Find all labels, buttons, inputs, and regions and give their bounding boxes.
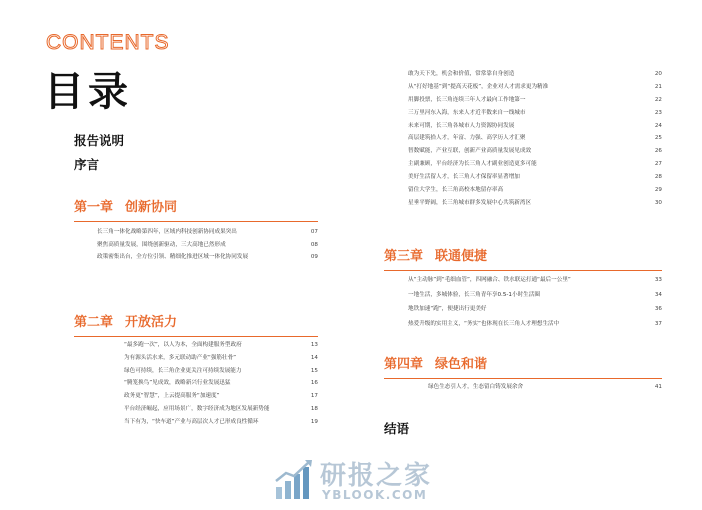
chapter-3-divider xyxy=(384,270,662,271)
chapter-3-list xyxy=(408,275,662,333)
watermark-chart-logo-icon xyxy=(274,457,314,501)
chapter-2-continued-toc-entry[interactable] xyxy=(408,82,662,95)
chapter-3-toc-entry[interactable] xyxy=(408,275,662,290)
chapter-2-continued-toc-entry[interactable] xyxy=(408,108,662,121)
toc-entry-title: “最多跑一次”，以人为本，全面构建服务型政府 xyxy=(124,342,242,348)
chapter-4-list xyxy=(428,382,662,395)
toc-entry-page-number: 28 xyxy=(654,174,662,181)
toc-entry-title: 政务更“智慧”，上云提高服务“加速度” xyxy=(124,393,220,400)
toc-entry-page-number: 13 xyxy=(310,342,318,348)
toc-entry-page-number: 26 xyxy=(654,148,662,155)
toc-entry-page-number: 29 xyxy=(654,187,662,194)
chapter-4-name: 绿色和谐 xyxy=(435,357,488,372)
toc-entry-title: 热爱升级的实用主义，“务实”也体现在长三角人才理想生活中 xyxy=(408,320,560,327)
chapter-2-list xyxy=(124,340,318,430)
toc-entry-title: 从“主动脉”到“毛细血管”，四网融合、铁水联运打通“最后一公里” xyxy=(408,277,571,283)
chapter-2-divider xyxy=(74,336,318,337)
toc-entry-page-number: 34 xyxy=(654,291,662,298)
page-title: 目录 xyxy=(44,69,132,115)
toc-entry-title: 敢为天下先，机会和价值，常常靠自身创造 xyxy=(408,71,515,77)
toc-entry-title: 聚焦高质量发展，围绕创新驱动，三大高地已然形成 xyxy=(97,241,226,248)
toc-entry-page-number: 33 xyxy=(654,277,662,283)
contents-label: CONTENTS xyxy=(46,31,170,54)
chapter-2-toc-entry[interactable] xyxy=(124,366,318,379)
toc-entry-page-number: 15 xyxy=(310,367,318,374)
toc-entry-page-number: 14 xyxy=(310,354,318,361)
chapter-2-toc-entry[interactable] xyxy=(124,391,318,404)
chapter-2-continued-toc-entry[interactable] xyxy=(408,69,662,82)
chapter-2-continued-toc-entry[interactable] xyxy=(408,198,662,211)
chapter-1-name: 创新协同 xyxy=(125,200,178,215)
chapter-3-name: 联通便捷 xyxy=(435,249,488,264)
toc-entry-page-number: 22 xyxy=(654,96,662,103)
chapter-2-name: 开放活力 xyxy=(125,315,178,330)
chapter-3-number: 第三章 xyxy=(384,249,424,264)
toc-entry-page-number: 16 xyxy=(310,380,318,387)
toc-entry-page-number: 20 xyxy=(654,71,662,77)
toc-entry-title: “腾笼换鸟”见成效，战略新兴行业发展迅猛 xyxy=(124,380,231,387)
toc-entry-title: 美好生活留人才，长三角人才保留率显著增加 xyxy=(408,174,520,181)
toc-entry-page-number: 09 xyxy=(310,254,318,260)
toc-entry-title: 高层建筑拾人才，年富、力强、高学历人才汇聚 xyxy=(408,135,526,142)
chapter-2-number: 第二章 xyxy=(74,315,114,330)
toc-entry-title: 平台经济崛起，应用场景广，数字经济成为地区发展新势能 xyxy=(124,405,270,412)
chapter-3-toc-entry[interactable] xyxy=(408,290,662,305)
toc-entry-page-number: 36 xyxy=(654,306,662,312)
chapter-2-continued-toc-entry[interactable] xyxy=(408,172,662,185)
toc-entry-title: 长三角一体化战略第四年，区域内科技创新协同成果突出 xyxy=(97,229,237,235)
toc-entry-page-number: 25 xyxy=(654,135,662,142)
chapter-1-heading xyxy=(74,196,318,222)
chapter-2-toc-entry[interactable] xyxy=(124,340,318,353)
watermark xyxy=(274,455,464,503)
toc-entry-title: 三万里河东入海，东来人才近半数来自一线城市 xyxy=(408,109,526,116)
toc-entry-title: 星垂平野阔，长三角城市群多发展中心共筑新湾区 xyxy=(408,199,532,206)
toc-entry-page-number: 23 xyxy=(654,109,662,116)
toc-entry-page-number: 18 xyxy=(310,405,318,412)
chapter-1-toc-entry[interactable] xyxy=(97,252,318,265)
toc-entry-page-number: 27 xyxy=(654,161,662,168)
toc-entry-page-number: 08 xyxy=(310,241,318,248)
toc-entry-title: 未来可期，长三角各城市人力资源协同发展 xyxy=(408,122,515,129)
chapter-2-continued-toc-entry[interactable] xyxy=(408,146,662,159)
toc-entry-title: 绿色可持续，长三角企业更关注可持续发展能力 xyxy=(124,367,242,374)
toc-entry-page-number: 30 xyxy=(654,199,662,206)
toc-entry-title: 留住大学生，长三角高校本地留存率高 xyxy=(408,187,504,194)
toc-entry-title: 地铁加速“跑”，便捷出行更美好 xyxy=(408,306,487,312)
chapter-2-continued-toc-entry[interactable] xyxy=(408,95,662,108)
chapter-2-continued-toc-entry[interactable] xyxy=(408,133,662,146)
toc-entry-title: 为有源头活水来，多元联动助产业“强筋壮骨” xyxy=(124,354,237,361)
watermark-url: YBLOOK.COM xyxy=(322,488,428,502)
chapter-3-toc-entry[interactable] xyxy=(408,304,662,319)
toc-entry-page-number: 21 xyxy=(654,83,662,90)
toc-entry-title: 用脚投票，长三角连续三年人才最向工作地第一 xyxy=(408,96,526,103)
toc-entry-title: 政策密集出台，全方位引领、精细化推进区域一体化协同发展 xyxy=(97,254,249,260)
chapter-3-heading xyxy=(384,245,662,271)
toc-entry-page-number: 37 xyxy=(654,320,662,327)
chapter-1-divider xyxy=(74,221,318,222)
chapter-4-heading xyxy=(384,353,662,379)
conclusion-heading: 结语 xyxy=(384,421,410,436)
chapter-1-number: 第一章 xyxy=(74,200,114,215)
chapter-2-continued-toc-entry[interactable] xyxy=(408,121,662,134)
chapter-2-toc-entry[interactable] xyxy=(124,353,318,366)
toc-entry-title: 智数赋能，产业互联，创新产业高质量发展见成效 xyxy=(408,148,532,155)
toc-entry-page-number: 07 xyxy=(310,229,318,235)
toc-entry-title: 一地生活，多城体验，长三角青年享0.5-1小时生活圈 xyxy=(408,291,540,298)
chapter-2-toc-entry[interactable] xyxy=(124,404,318,417)
chapter-2-continued-toc-entry[interactable] xyxy=(408,159,662,172)
chapter-2-continued-toc-entry[interactable] xyxy=(408,185,662,198)
toc-entry-title: 绿色生态引人才，生态留白铸发展余舍 xyxy=(428,384,524,390)
chapter-1-toc-entry[interactable] xyxy=(97,227,318,240)
chapter-3-toc-entry[interactable] xyxy=(408,319,662,334)
toc-entry-page-number: 19 xyxy=(310,418,318,425)
preface-heading: 序言 xyxy=(74,157,100,172)
chapter-4-divider xyxy=(384,378,662,379)
chapter-2-toc-entry[interactable] xyxy=(124,417,318,430)
toc-entry-title: 主副兼顾，平台经济为长三角人才副业创造更多可能 xyxy=(408,161,537,168)
chapter-4-number: 第四章 xyxy=(384,357,424,372)
chapter-4-toc-entry[interactable] xyxy=(428,382,662,395)
watermark-text: 研报之家 xyxy=(320,461,433,491)
chapter-1-toc-entry[interactable] xyxy=(97,240,318,253)
chapter-2-toc-entry[interactable] xyxy=(124,378,318,391)
report-note-heading: 报告说明 xyxy=(74,133,125,148)
toc-entry-title: 从“打好地基”到“提高天花板”，企业对人才需求更为精准 xyxy=(408,83,549,90)
toc-entry-page-number: 41 xyxy=(654,384,662,390)
chapter-1-list xyxy=(97,227,318,265)
chapter-2-continued-list xyxy=(408,69,662,211)
toc-entry-page-number: 24 xyxy=(654,122,662,129)
toc-entry-page-number: 17 xyxy=(310,393,318,400)
chapter-2-heading xyxy=(74,311,318,337)
toc-entry-title: 当下有为，“快车道”产业与高层次人才已形成良性循环 xyxy=(124,418,259,425)
